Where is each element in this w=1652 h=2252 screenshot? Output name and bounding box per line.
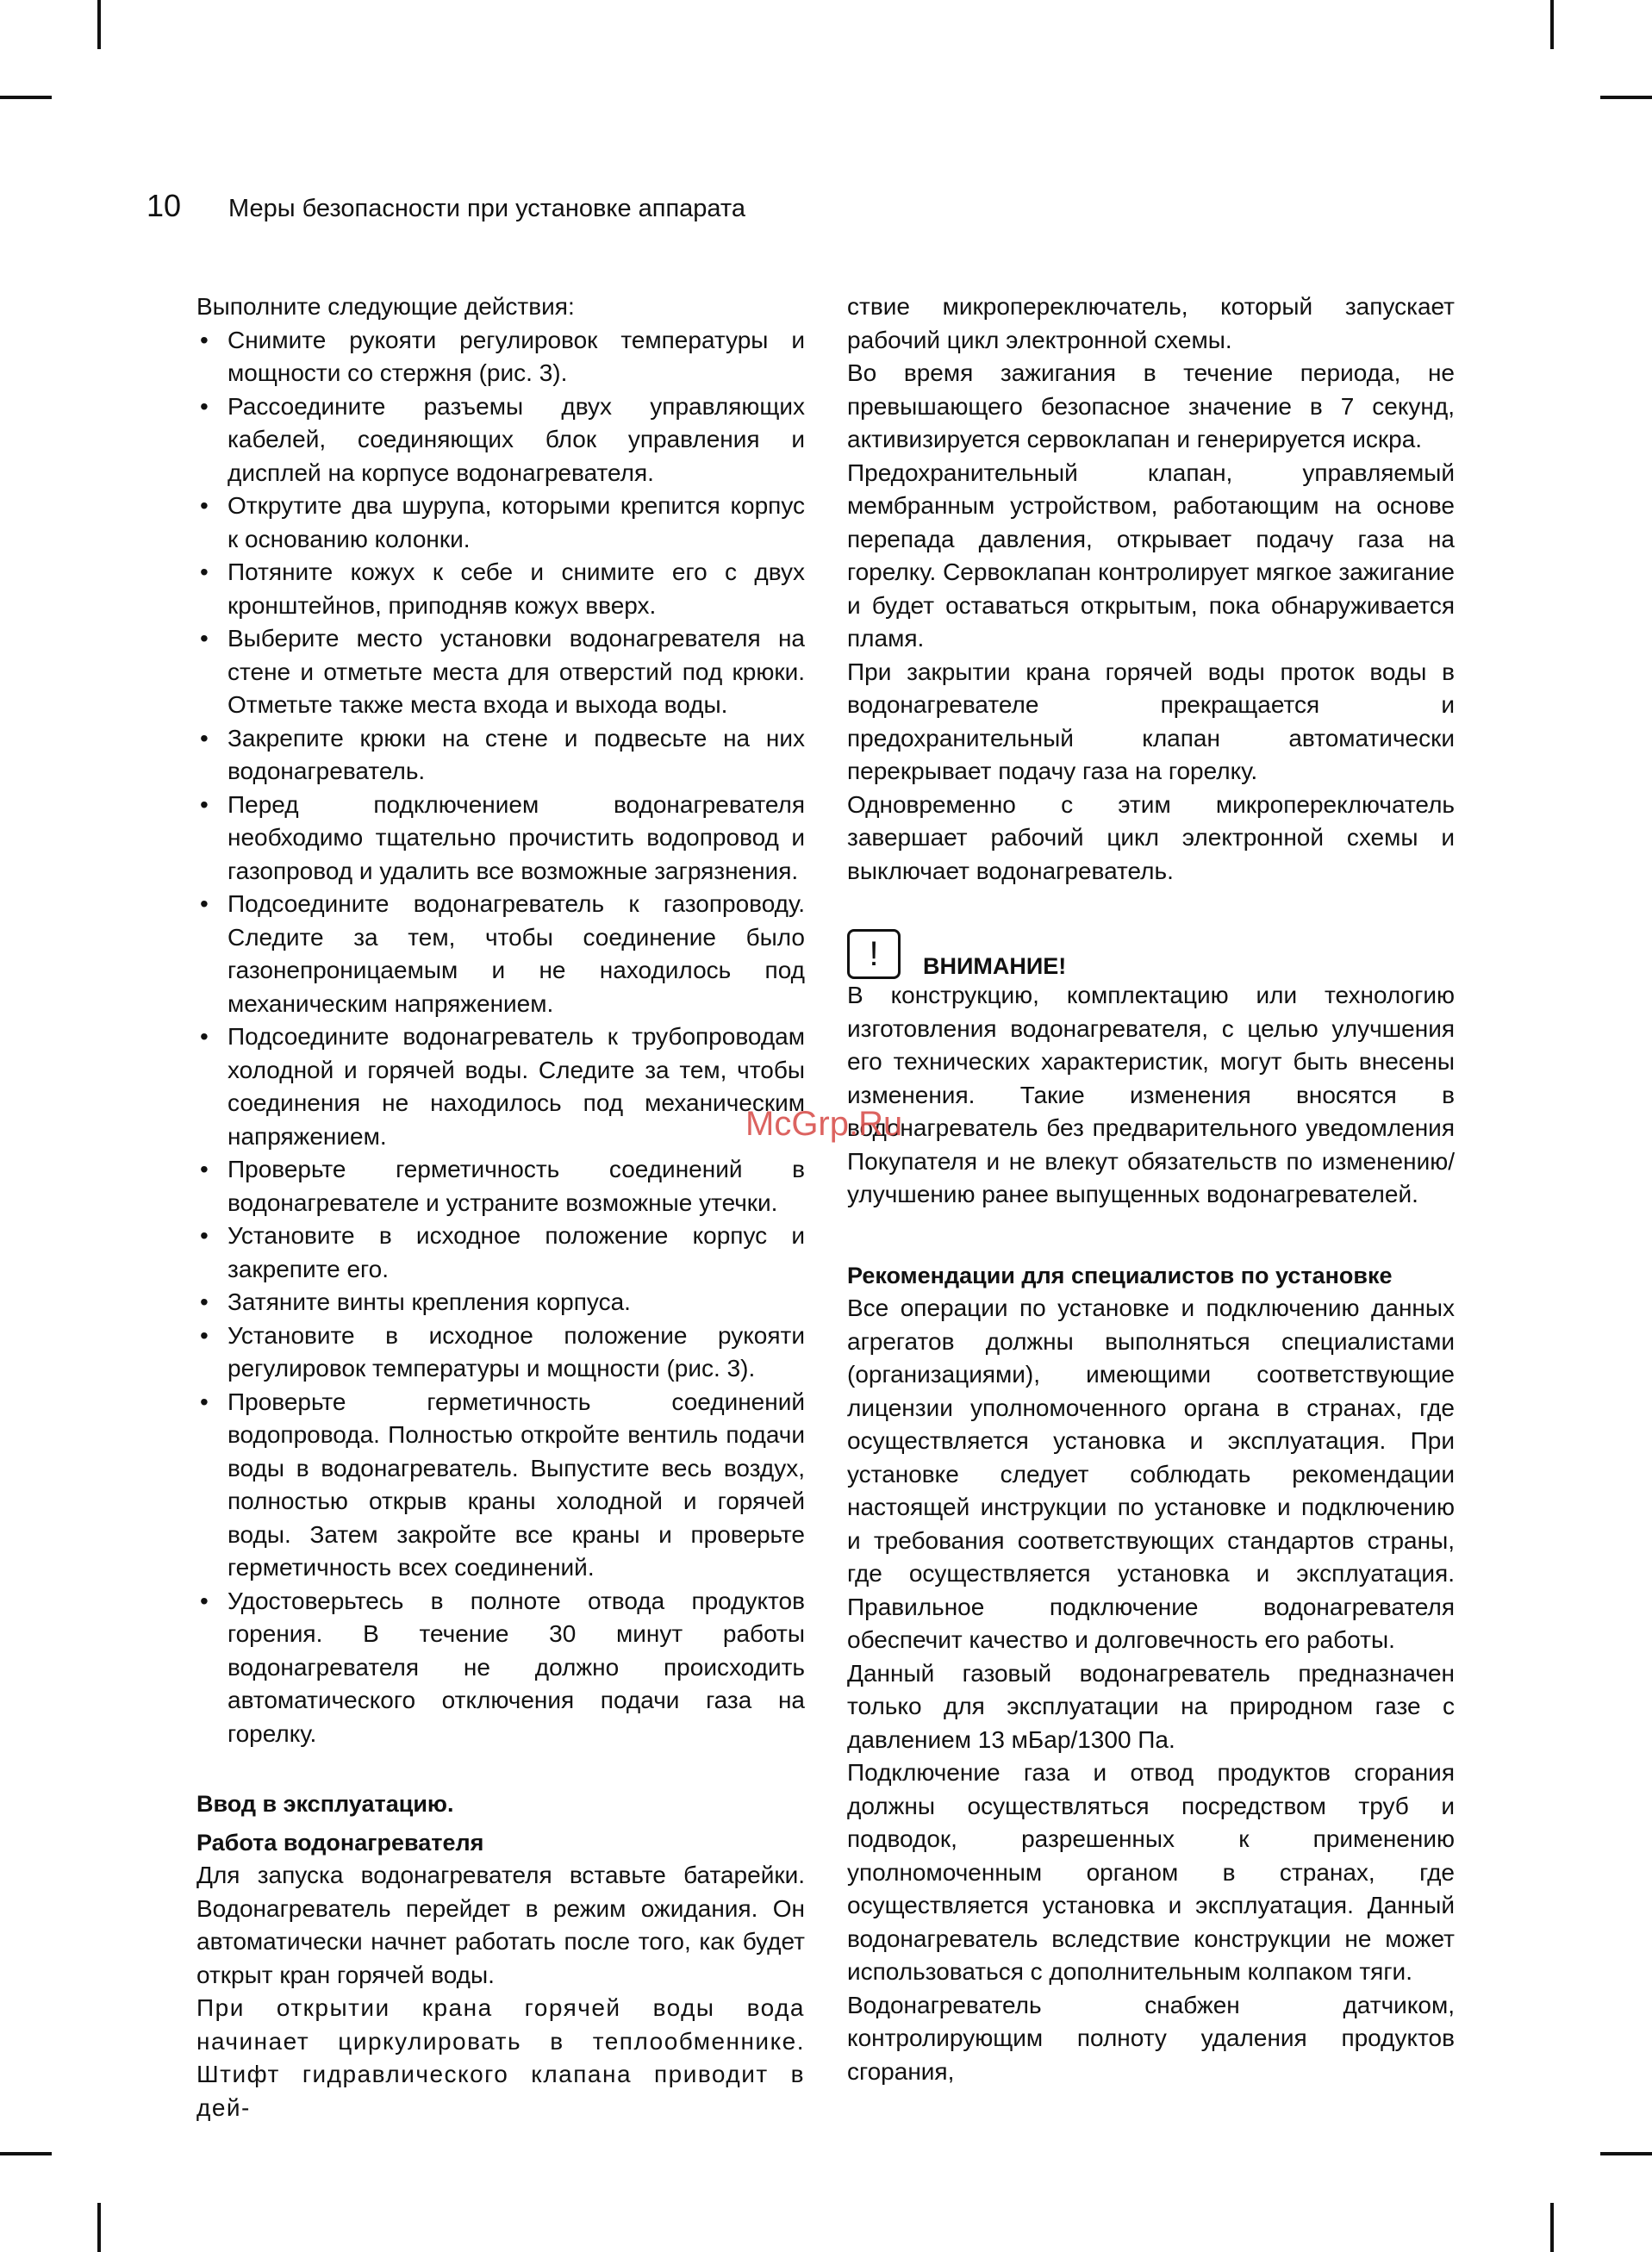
crop-mark-bottom-left <box>97 2203 101 2252</box>
bullet-icon: • <box>200 558 209 585</box>
paragraph: Все операции по установке и подключению данных агрегатов должны выполняться специалистами (организациями), имеющими соответствующие лицензии уполномоченного органа в странах, где осуществляется установка и эксплуатация. При установке следует соблюдать рекомендации настоящей инструкции по установке и подключению и требования соответствующих стандартов страны, где осуществляется установка и эксплуатация. Правильное подключение водонагревателя обеспечит качество и долговечность его работы. <box>847 1294 1455 1653</box>
paragraph: Для запуска водонагревателя вставьте батарейки. Водонагреватель перейдет в режим ожидания. Он автоматически начнет работать после того, как будет открыт кран горячей воды. <box>196 1862 805 1988</box>
watermark: McGrp.Ru <box>745 1105 903 1143</box>
page-header <box>146 188 745 231</box>
left-column <box>196 290 805 2124</box>
list-item: • Рассоедините разъемы двух управляющих кабелей, соединяющих блок управления и дисплей на корпусе водонагревателя. <box>196 390 805 490</box>
paragraph: Во время зажигания в течение периода, не превышающего безопасное значение в 7 секунд, активизируется сервоклапан и генерируется искра. <box>847 359 1455 452</box>
list-item: • Выберите место установки водонагревателя на стене и отметьте места для отверстий под крюки. Отметьте также места входа и выхода воды. <box>196 622 805 722</box>
list-item: • Установите в исходное положение корпус и закрепите его. <box>196 1220 805 1286</box>
intro-text: Выполните следующие действия: <box>196 293 575 320</box>
page-number: 10 <box>146 188 182 223</box>
warning-title: ВНИМАНИЕ! <box>923 953 1067 979</box>
paragraph: При закрытии крана горячей воды проток воды в водонагревателе прекращается и предохранительный клапан автоматически перекрывает подачу газа на горелку. <box>847 658 1455 784</box>
crop-mark-bottom-right <box>1550 2203 1554 2252</box>
bullet-icon: • <box>200 890 209 917</box>
paragraph: Данный газовый водонагреватель предназначен только для эксплуатации на природном газе с давлением 13 мБар/1300 Па. <box>847 1659 1455 1753</box>
bullet-icon: • <box>200 1023 209 1050</box>
crop-mark-right-bottom <box>1600 2152 1652 2155</box>
crop-mark-left-top <box>0 96 52 99</box>
paragraph: ствие микропереключатель, который запускает рабочий цикл электронной схемы. <box>847 293 1455 353</box>
list-item: • Установите в исходное положение рукояти регулировок температуры и мощности (рис. 3). <box>196 1319 805 1386</box>
recommendations-heading: Рекомендации для специалистов по установке <box>847 1262 1393 1288</box>
bullet-icon: • <box>200 1587 209 1614</box>
bullet-icon: • <box>200 326 209 353</box>
warning-text: В конструкцию, комплектацию или технологию изготовления водонагревателя, с целью улучшения его технических характеристик, могут быть внесены изменения. Такие изменения вносятся в водонагреватель без предварительного уведомления Покупателя и не влекут обязательств по изменению/улучшению ранее выпущенных водонагревателей. <box>847 982 1455 1207</box>
list-item: • Снимите рукояти регулировок температуры и мощности со стержня (рис. 3). <box>196 324 805 390</box>
section-heading: Ввод в эксплуатацию. <box>196 1791 454 1817</box>
bullet-icon: • <box>200 1288 209 1315</box>
bullet-icon: • <box>200 492 209 519</box>
list-item: • Удостоверьтесь в полноте отвода продуктов горения. В течение 30 минут работы водонагревателя не должно происходить автоматического отключения подачи газа на горелку. <box>196 1585 805 1751</box>
bullet-icon: • <box>200 790 209 818</box>
bullet-icon: • <box>200 392 209 420</box>
list-item: • Подсоедините водонагреватель к газопроводу. Следите за тем, чтобы соединение было газонепроницаемым и не находилось под механическим напряжением. <box>196 888 805 1020</box>
crop-mark-right-top <box>1600 96 1652 99</box>
bullet-icon: • <box>200 625 209 652</box>
instruction-list <box>196 324 805 1751</box>
crop-mark-left-bottom <box>0 2152 52 2155</box>
list-item: • Потяните кожух к себе и снимите его с двух кронштейнов, приподняв кожух вверх. <box>196 556 805 622</box>
paragraph: Одновременно с этим микропереключатель завершает рабочий цикл электронной схемы и выключает водонагреватель. <box>847 790 1455 884</box>
paragraph: Водонагреватель снабжен датчиком, контролирующим полноту удаления продуктов сгорания, <box>847 1991 1455 2085</box>
crop-mark-top-left <box>97 0 101 49</box>
list-item: • Проверьте герметичность соединений водопровода. Полностью откройте вентиль подачи воды в водонагреватель. Выпустите весь воздух, полностью открыв краны холодной и горячей воды. Затем закройте все краны и проверьте герметичность всех соединений. <box>196 1386 805 1585</box>
bullet-icon: • <box>200 724 209 752</box>
list-item: • Проверьте герметичность соединений в водонагревателе и устраните возможные утечки. <box>196 1153 805 1220</box>
bullet-icon: • <box>200 1321 209 1349</box>
list-item: • Затяните винты крепления корпуса. <box>196 1286 805 1319</box>
paragraph: Предохранительный клапан, управляемый мембранным устройством, работающим на основе перепада давления, открывает подачу газа на горелку. Сервоклапан контролирует мягкое зажигание и будет оставаться открытым, пока обнаруживается пламя. <box>847 459 1455 652</box>
page-title: Меры безопасности при установке аппарата <box>228 195 745 222</box>
warning-header <box>847 924 1455 979</box>
right-column <box>847 290 1455 2088</box>
list-item: • Подсоедините водонагреватель к трубопроводам холодной и горячей воды. Следите за тем, чтобы соединения не находилось под механическим напряжением. <box>196 1020 805 1153</box>
list-item: • Перед подключением водонагревателя необходимо тщательно прочистить водопровод и газопровод и удалить все возможные загрязнения. <box>196 789 805 889</box>
warning-icon: ! <box>847 929 901 979</box>
paragraph: При открытии крана горячей воды вода начинает циркулировать в теплообменнике. Штифт гидравлического клапана приводит в дей- <box>196 1994 805 2121</box>
bullet-icon: • <box>200 1156 209 1182</box>
subsection-heading: Работа водонагревателя <box>196 1829 484 1856</box>
bullet-icon: • <box>200 1222 209 1249</box>
crop-mark-top-right <box>1550 0 1554 49</box>
list-item: • Закрепите крюки на стене и подвесьте на них водонагреватель. <box>196 722 805 789</box>
paragraph: Подключение газа и отвод продуктов сгорания должны осуществляться посредством труб и подводок, разрешенных к применению уполномоченным органом в странах, где осуществляется установка и эксплуатация. Данный водонагреватель вследствие конструкции не может использоваться с дополнительным колпаком тяги. <box>847 1759 1455 1985</box>
bullet-icon: • <box>200 1388 209 1415</box>
list-item: • Открутите два шурупа, которыми крепится корпус к основанию колонки. <box>196 490 805 556</box>
